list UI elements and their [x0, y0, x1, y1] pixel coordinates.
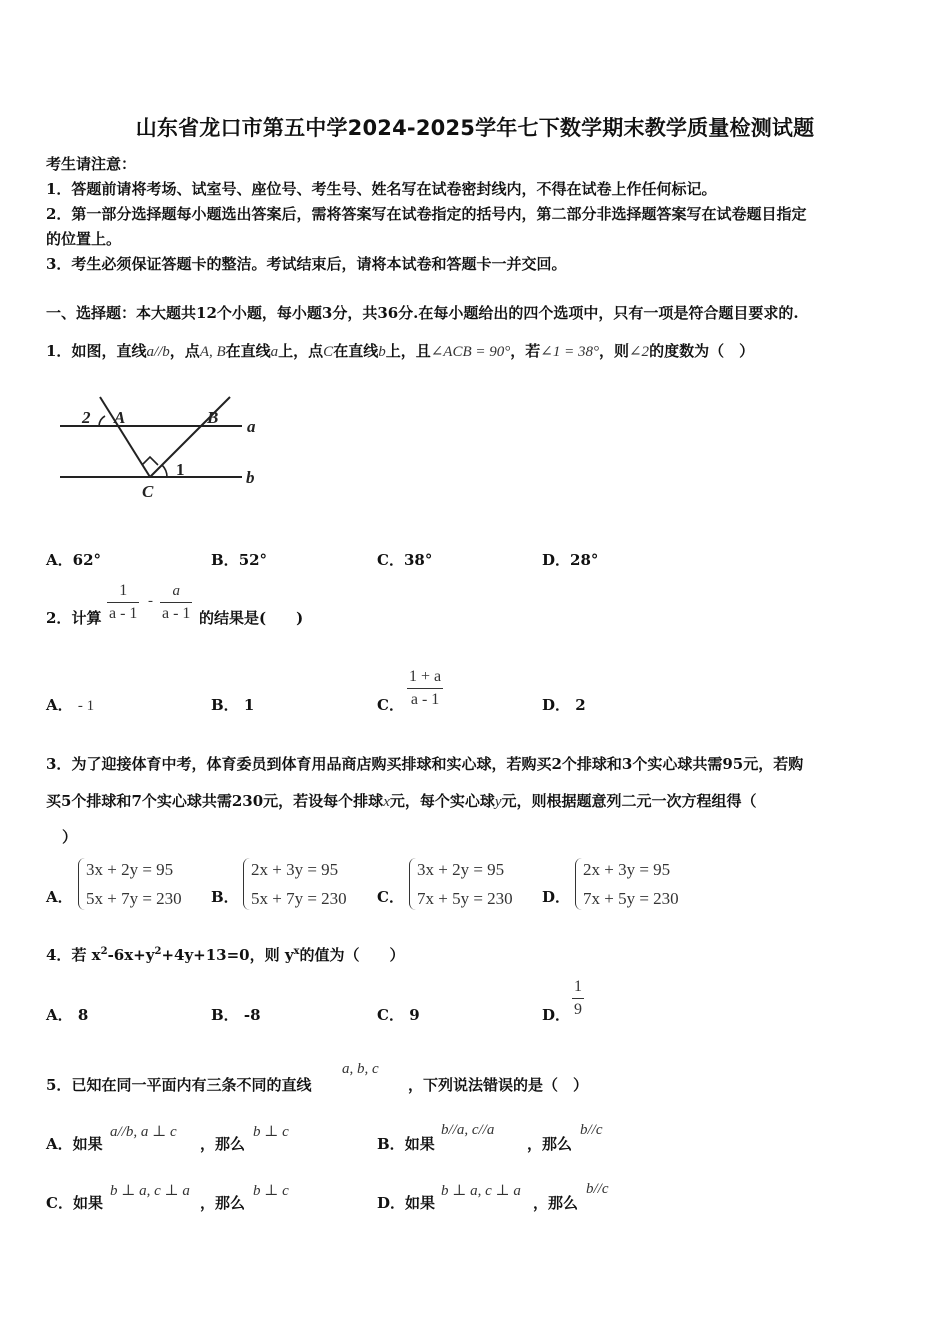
label-C: C	[142, 482, 154, 501]
option-a[interactable]: A．	[46, 888, 73, 906]
brace	[575, 858, 582, 910]
option-d[interactable]: D．28°	[542, 551, 599, 569]
label-1: 1	[176, 460, 185, 479]
brace	[243, 858, 250, 910]
option-d-result: b//c	[586, 1181, 609, 1197]
brace	[409, 858, 416, 910]
option-c[interactable]: C．38°	[377, 551, 433, 569]
fraction-1: $\frac{1}{a - 1}$	[107, 580, 139, 625]
option-d-fraction: $\frac{1}{9}$	[572, 976, 584, 1021]
option-a[interactable]: A．如果	[46, 1135, 103, 1153]
option-d[interactable]: D．	[542, 1006, 571, 1024]
question-5-tail: ，下列说法错误的是（ ）	[408, 1076, 589, 1094]
question-number: 5．	[46, 1076, 72, 1094]
option-c-then: ，那么	[200, 1194, 246, 1212]
option-d-condition: b ⊥ a, c ⊥ a	[441, 1183, 521, 1199]
option-b-result: b//c	[580, 1122, 603, 1138]
angle-2-arc	[99, 416, 105, 426]
notice-item: 1．答题前请将考场、试室号、座位号、考生号、姓名写在试卷密封线内，不得在试卷上作任何标记。	[46, 180, 717, 198]
equation-system-a: 3x + 2y = 95 5x + 7y = 230	[86, 860, 182, 908]
question-5-stem: 5．已知在同一平面内有三条不同的直线	[46, 1076, 312, 1094]
question-number: 4．	[46, 946, 72, 964]
question-2-stem: 2．计算	[46, 609, 102, 627]
label-B: B	[207, 408, 219, 427]
option-b-condition: b//a, c//a	[441, 1122, 495, 1138]
option-c[interactable]: C．	[377, 888, 404, 906]
angle-1-arc	[162, 465, 167, 477]
question-number: 3．	[46, 755, 72, 773]
label-A: A	[114, 408, 126, 427]
label-2: 2	[82, 408, 91, 427]
math-lines: a, b, c	[342, 1061, 379, 1077]
question-2-tail: 的结果是( )	[199, 609, 304, 627]
option-b[interactable]: B． -8	[211, 1006, 261, 1024]
option-c-fraction: $\frac{1 + a}{a - 1}$	[407, 666, 443, 711]
equation-system-b: 2x + 3y = 95 5x + 7y = 230	[251, 860, 347, 908]
section-heading: 一、选择题：本大题共12个小题，每小题3分，共36分.在每小题给出的四个选项中，只有一项是符合题目要求的.	[46, 304, 799, 322]
option-a[interactable]: A．62°	[46, 551, 102, 569]
question-3-stem-line3: ）	[62, 828, 78, 846]
option-c[interactable]: C．如果	[46, 1194, 103, 1212]
option-a-result: b ⊥ c	[253, 1124, 289, 1140]
equation-system-c: 3x + 2y = 95 7x + 5y = 230	[417, 860, 513, 908]
label-b: b	[246, 468, 255, 487]
option-c-condition: b ⊥ a, c ⊥ a	[110, 1183, 190, 1199]
option-d[interactable]: D．	[542, 888, 571, 906]
equation-system-d: 2x + 3y = 95 7x + 5y = 230	[583, 860, 679, 908]
label-a: a	[247, 417, 256, 436]
option-b[interactable]: B．如果	[377, 1135, 435, 1153]
question-1-stem: 1．如图，直线a//b，点A, B在直线a上，点C在直线b上，且∠ACB = 90°，若∠1 = 38°，则∠2的度数为（ ）	[46, 342, 755, 360]
brace	[78, 858, 85, 910]
option-a[interactable]: A． 8	[46, 1006, 89, 1024]
option-c[interactable]: C．	[377, 696, 404, 714]
geometry-figure	[50, 385, 280, 505]
option-c[interactable]: C． 9	[377, 1006, 420, 1024]
option-c-result: b ⊥ c	[253, 1183, 289, 1199]
notice-item: 3．考生必须保证答题卡的整洁。考试结束后，请将本试卷和答题卡一并交回。	[46, 255, 567, 273]
option-d-then: ，那么	[533, 1194, 579, 1212]
option-a-condition: a//b, a ⊥ c	[110, 1124, 177, 1140]
option-a-then: ，那么	[200, 1135, 246, 1153]
question-number: 1．	[46, 342, 72, 360]
question-3-stem-line2: 买5个排球和7个实心球共需230元，若设每个排球x元，每个实心球y元，则根据题意列二元一次方程组得（	[46, 792, 757, 810]
option-b[interactable]: B．52°	[211, 551, 268, 569]
fraction-2: $\frac{a}{a - 1}$	[160, 580, 192, 625]
page-title: 山东省龙口市第五中学2024-2025学年七下数学期末教学质量检测试题	[135, 116, 815, 140]
question-3-stem: 3．为了迎接体育中考，体育委员到体育用品商店购买排球和实心球，若购买2个排球和3个实心球共需95元，若购	[46, 755, 804, 773]
notice-heading: 考生请注意：	[46, 155, 137, 173]
option-d[interactable]: D．如果	[377, 1194, 436, 1212]
option-b[interactable]: B．	[211, 888, 239, 906]
right-angle-mark	[142, 457, 158, 465]
notice-item: 2．第一部分选择题每小题选出答案后，需将答案写在试卷指定的括号内，第二部分非选择题答案写在试卷题目指定	[46, 205, 807, 223]
option-b-then: ，那么	[527, 1135, 573, 1153]
option-b[interactable]: B． 1	[211, 696, 255, 714]
question-number: 2．	[46, 609, 72, 627]
option-a[interactable]: A． - 1	[46, 696, 95, 714]
option-d[interactable]: D． 2	[542, 696, 586, 714]
question-4-stem: 4．若 $x^2-6x+y^2+4y+13=0$，则 $y^x$的值为（ ）	[46, 946, 405, 964]
minus-sign: -	[148, 593, 153, 609]
notice-item: 的位置上。	[46, 230, 122, 248]
